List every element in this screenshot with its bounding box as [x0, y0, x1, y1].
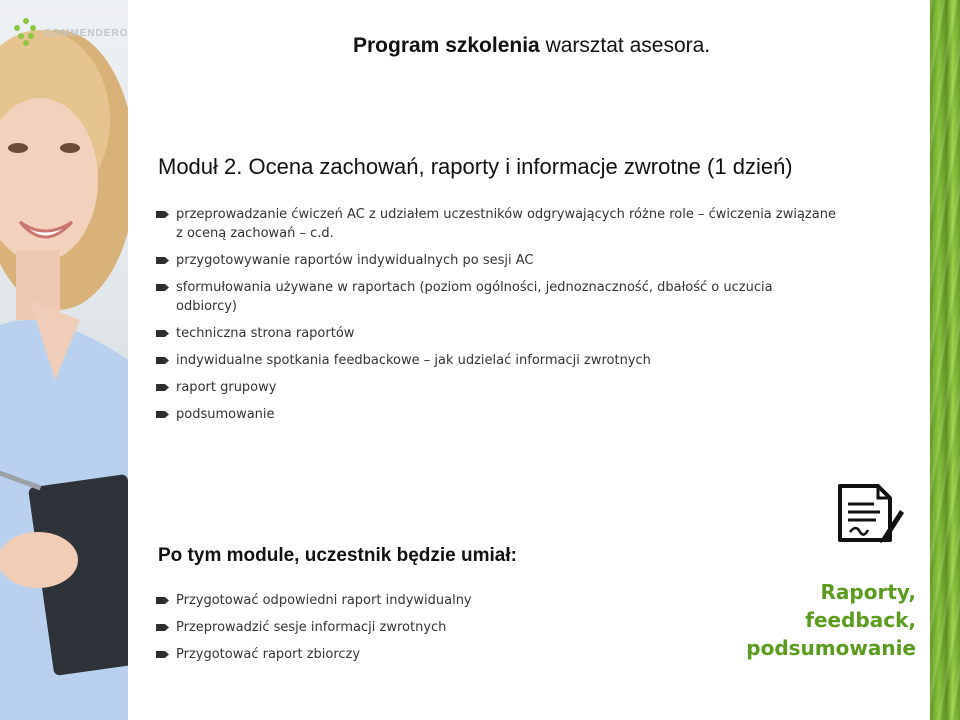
list-item: sformułowania używane w raportach (poziom ogólności, jednoznaczność, dbałość o uczucia odbiorcy) [156, 278, 836, 316]
side-callout-line: feedback, [805, 608, 916, 632]
list-item: indywidualne spotkania feedbackowe – jak udzielać informacji zwrotnych [156, 351, 836, 370]
outcome-heading: Po tym module, uczestnik będzie umiał: [158, 545, 517, 566]
logo-dots-icon [14, 18, 38, 48]
page-title-bold: Program szkolenia [353, 34, 540, 57]
bullet-arrow-icon [156, 383, 170, 392]
outcome-list [156, 591, 472, 672]
list-item: przygotowywanie raportów indywidualnych po sesji AC [156, 251, 836, 270]
bullet-arrow-icon [156, 596, 170, 605]
bullet-arrow-icon [156, 356, 170, 365]
list-item: podsumowanie [156, 405, 836, 424]
side-callout-line: podsumowanie [746, 636, 916, 660]
bullet-arrow-icon [156, 283, 170, 292]
page-title [353, 34, 710, 58]
page-title-rest: warsztat asesora. [539, 34, 711, 57]
list-item: przeprowadzanie ćwiczeń AC z udziałem uczestników odgrywających różne role – ćwiczenia związane z oceną zachowań – c.d. [156, 205, 836, 243]
logo [14, 18, 128, 48]
module-topic-list [156, 205, 836, 432]
document-icon [834, 480, 906, 548]
logo-text: COMMENDERO [44, 27, 129, 39]
list-item: techniczna strona raportów [156, 324, 836, 343]
side-callout [746, 578, 916, 662]
bullet-arrow-icon [156, 210, 170, 219]
grass-decoration [930, 0, 960, 720]
list-item: Przygotować odpowiedni raport indywidualny [156, 591, 472, 610]
list-item: Przeprowadzić sesje informacji zwrotnych [156, 618, 472, 637]
bullet-arrow-icon [156, 410, 170, 419]
bullet-arrow-icon [156, 650, 170, 659]
bullet-arrow-icon [156, 256, 170, 265]
list-item: Przygotować raport zbiorczy [156, 645, 472, 664]
list-item: raport grupowy [156, 378, 836, 397]
module-heading: Moduł 2. Ocena zachowań, raporty i informacje zwrotne (1 dzień) [158, 154, 793, 179]
bullet-arrow-icon [156, 329, 170, 338]
side-callout-line: Raporty, [820, 580, 916, 604]
woman-photo [0, 0, 128, 720]
bullet-arrow-icon [156, 623, 170, 632]
